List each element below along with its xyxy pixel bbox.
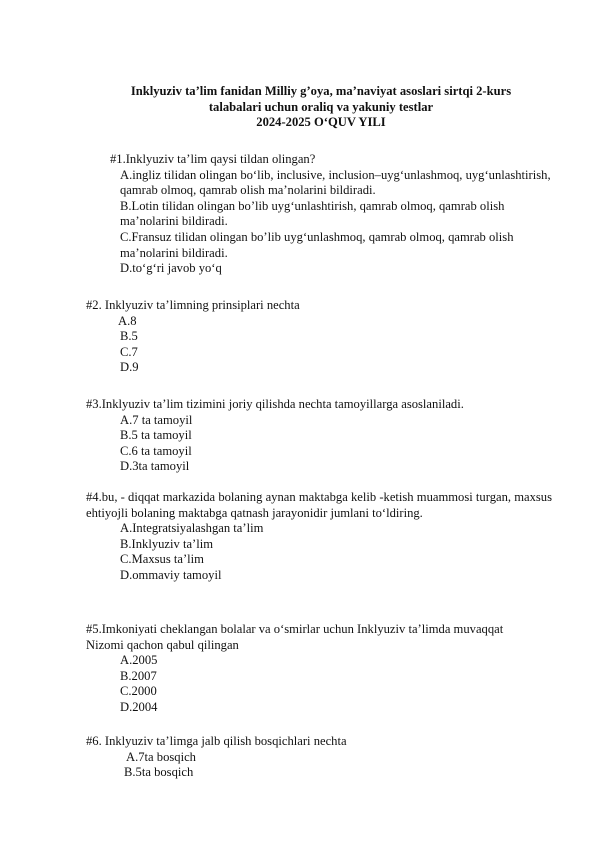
option-a: A.Integratsiyalashgan ta’lim [120, 521, 264, 536]
title-line-1: Inklyuziv ta’lim fanidan Milliy g’oya, ma’naviyat asoslari sirtqi 2-kurs [130, 84, 512, 98]
option-b: B.5 [120, 329, 138, 344]
option-b: B.5ta bosqich [124, 765, 194, 780]
option-b: B.2007 [120, 668, 157, 683]
question-text: #2. Inklyuziv ta’limning prinsiplari nechta [86, 298, 300, 312]
question-5 [86, 622, 552, 716]
option-c: C.Maxsus ta’lim [120, 552, 204, 567]
option-b: B.Inklyuziv ta’lim [120, 536, 214, 551]
question-text: #4.bu, - diqqat markazida bolaning aynan maktabga kelib -ketish muammosi turgan, maxsus ehtiyojli bolaning maktabga qatnash jarayonidir jumlani to‘ldiring. [86, 490, 552, 520]
question-text: #5.Imkoniyati cheklangan bolalar va o‘smirlar uchun Inklyuziv ta’limda muvaqqat Nizomi qachon qabul qilingan [86, 622, 504, 652]
question-6 [86, 734, 552, 781]
question-3 [86, 397, 552, 475]
question-4 [86, 490, 552, 584]
title-line-3: 2024-2025 O‘QUV YILI [256, 115, 386, 130]
option-a: A.2005 [120, 653, 158, 668]
option-b: B.Lotin tilidan olingan bo’lib uyg‘unlashtirish, qamrab olmoq, qamrab olish ma’nolarini bildiradi. [120, 198, 505, 229]
option-d: D.3ta tamoyil [120, 459, 190, 474]
option-a: A.8 [118, 313, 137, 328]
option-d: D.ommaviy tamoyil [120, 567, 222, 582]
option-a: A.ingliz tilidan olingan bo‘lib, inclusive, inclusion–uyg‘unlashmoq, uyg‘unlashtirish, qamrab olmoq, qamrab olish ma’nolarini bildiradi. [120, 167, 551, 198]
question-1 [86, 152, 552, 277]
option-c: C.Fransuz tilidan olingan bo’lib uyg‘unlashmoq, qamrab olmoq, qamrab olish ma’nolarini bildiradi. [120, 229, 514, 260]
option-a: A.7ta bosqich [126, 749, 196, 764]
title-line-2: talabalari uchun oraliq va yakuniy testlar [208, 99, 434, 114]
option-c: C.2000 [120, 684, 157, 699]
question-text: #1.Inklyuziv ta’lim qaysi tildan olingan? [110, 152, 316, 166]
option-c: C.7 [120, 344, 138, 359]
question-text: #6. Inklyuziv ta’limga jalb qilish bosqichlari nechta [86, 734, 347, 748]
option-d: D.to‘g‘ri javob yo‘q [120, 261, 222, 276]
option-d: D.9 [120, 360, 139, 375]
option-c: C.6 ta tamoyil [120, 443, 192, 458]
document-title [60, 84, 582, 131]
option-b: B.5 ta tamoyil [120, 428, 192, 443]
option-a: A.7 ta tamoyil [120, 412, 193, 427]
option-d: D.2004 [120, 699, 158, 714]
question-2 [86, 298, 552, 376]
question-text: #3.Inklyuziv ta’lim tizimini joriy qilishda nechta tamoyillarga asoslaniladi. [86, 397, 464, 411]
